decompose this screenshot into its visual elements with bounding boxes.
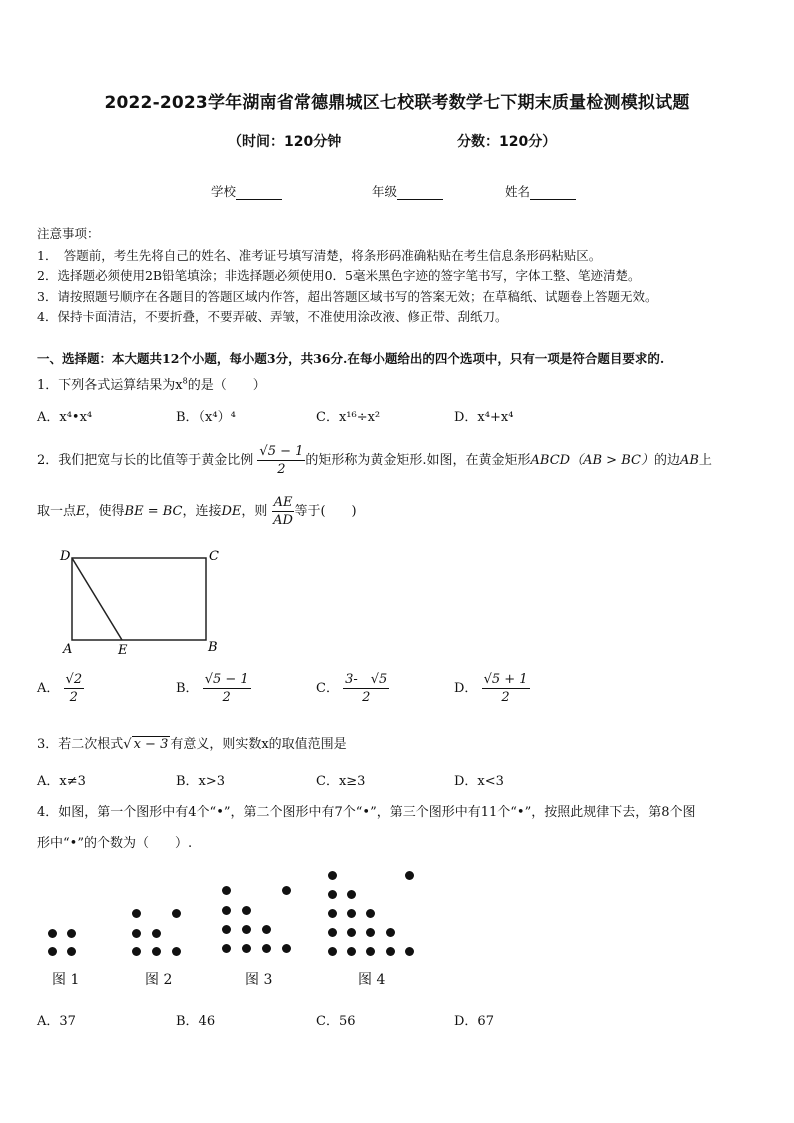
dot [386,947,395,956]
grade-blank [397,187,443,200]
q1-exponent: 8 [182,376,188,386]
q2-option-a[interactable] [37,671,84,706]
name-field [505,182,576,200]
dot [282,944,291,953]
q2-segment: DE [221,504,242,519]
q2-rect-name: ABCD [530,453,571,468]
q2-text: 的矩形称为黄金矩形.如图，在黄金矩形 [305,453,531,468]
q4-option-b[interactable]: B．46 [176,1014,216,1029]
dot [242,906,251,915]
dot [366,909,375,918]
q1-option-d[interactable]: D．x⁴+x⁴ [454,410,514,425]
label-b: B [208,640,218,655]
q3-option-d[interactable]: D．x<3 [454,774,504,789]
dot [132,929,141,938]
option-fraction [64,671,85,706]
dot [366,947,375,956]
q4-option-a[interactable]: A．37 [37,1014,76,1029]
q1-option-c[interactable]: C．x¹⁶÷x² [316,410,381,425]
label-e: E [118,643,128,658]
dot [347,947,356,956]
q3-option-b[interactable]: B．x>3 [176,774,226,789]
dot [328,909,337,918]
school-blank [236,187,282,200]
q2-edge: AB [679,453,699,468]
section-heading: 一、选择题：本大题共12个小题，每小题3分，共36分.在每小题给出的四个选项中，只有一项是符合题目要求的. [37,351,665,366]
note-item: 1． 答题前，考生先将自己的姓名、准考证号填写清楚，将条形码准确粘贴在考生信息条形码粘贴区。 [37,248,602,263]
q2-text: ，连接 [182,504,222,519]
exam-score: 分数：120分） [457,134,557,150]
option-denominator: 2 [362,690,371,705]
grade-label: 年级 [372,184,398,199]
q4-stem-line2: 形中“•”的个数为（ ）. [37,836,193,851]
dot [347,890,356,899]
figure-caption: 图 2 [145,972,173,988]
dot [222,925,231,934]
q2-condition: （AB > BC） [570,453,654,468]
fraction-denominator: AD [273,513,293,528]
option-numerator: √5 + 1 [483,672,528,687]
exam-title: 2022-2023学年湖南省常德鼎城区七校联考数学七下期末质量检测模拟试题 [104,93,690,113]
q4-option-d[interactable]: D．67 [454,1014,494,1029]
q2-text: 2．我们把宽与长的比值等于黄金比例 [37,453,254,468]
dot [152,947,161,956]
dot [67,947,76,956]
option-denominator: 2 [69,690,78,705]
dot [48,947,57,956]
note-item: 4．保持卡面清洁，不要折叠，不要弄破、弄皱，不准使用涂改液、修正带、刮纸刀。 [37,309,508,324]
q2-text: 取一点 [37,504,77,519]
option-numerator: √2 [65,672,83,687]
q1-stem-tail: 的是（ ） [187,378,266,393]
dot [366,928,375,937]
note-item: 2．选择题必须使用2B铅笔填涂；非选择题必须使用0．5毫米黑色字迹的签字笔书写，字体工整、笔迹清楚。 [37,268,641,283]
radical-sign: √ [123,737,132,752]
school-label: 学校 [211,184,237,199]
dot [328,928,337,937]
dot [172,909,181,918]
note-item: 3．请按照题号顺序在各题目的答题区域内作答，超出答题区域书写的答案无效；在草稿纸、试题卷上答题无效。 [37,289,658,304]
option-letter: D． [454,681,478,696]
label-a: A [63,642,73,657]
dot [347,909,356,918]
q2-text: ，则 [241,504,268,519]
option-letter: C． [316,681,339,696]
dot [222,944,231,953]
golden-ratio-denominator: 2 [277,462,286,477]
q2-option-b[interactable] [176,671,251,706]
golden-rectangle-figure [58,546,228,658]
q2-point: E [76,504,86,519]
ae-ad-fraction [272,494,295,529]
golden-ratio-fraction [257,443,305,478]
q2-stem-line1 [37,443,712,478]
q3-option-a[interactable]: A．x≠3 [37,774,86,789]
exam-time: （时间：120分钟 [228,134,342,150]
dot [132,947,141,956]
figure-caption: 图 3 [245,972,273,988]
label-c: C [209,549,219,564]
option-numerator: 3- √5 [345,672,388,687]
school-field [211,182,282,200]
option-fraction [203,671,251,706]
fraction-numerator: AE [273,495,293,510]
q2-text: 的边 [653,453,680,468]
dot [328,871,337,880]
q1-option-a[interactable]: A．x⁴•x⁴ [37,410,93,425]
figure-caption: 图 4 [358,972,386,988]
dot [347,928,356,937]
rectangle-abcd [72,558,206,640]
grade-field [372,182,443,200]
segment-de [72,558,122,640]
dot [262,925,271,934]
dot [67,929,76,938]
q3-stem [37,733,347,752]
option-numerator: √5 − 1 [204,672,249,687]
dot [48,929,57,938]
q3-text: 有意义，则实数x的取值范围是 [170,737,347,752]
dot [242,925,251,934]
golden-ratio-numerator: √5 − 1 [259,444,304,459]
option-fraction [482,671,530,706]
option-fraction [343,671,389,706]
q2-text: 等于( ) [294,504,357,519]
q4-option-c[interactable]: C．56 [316,1014,356,1029]
figure-caption: 图 1 [52,972,80,988]
q2-equation: BE = BC [124,504,183,519]
q3-option-c[interactable]: C．x≥3 [316,774,366,789]
q1-option-b[interactable]: B．（x⁴）⁴ [176,410,236,425]
q2-option-c[interactable] [316,671,389,706]
q2-option-d[interactable] [454,671,530,706]
option-denominator: 2 [501,690,510,705]
option-denominator: 2 [222,690,231,705]
q2-stem-line2 [37,494,357,529]
label-d: D [60,549,71,564]
dot [152,929,161,938]
option-letter: B． [176,681,199,696]
dot [405,947,414,956]
dot [386,928,395,937]
dot [282,886,291,895]
dot [222,886,231,895]
dot [262,944,271,953]
dot [132,909,141,918]
dot [172,947,181,956]
q2-text: ，使得 [85,504,125,519]
q3-radicand: x − 3 [133,737,169,752]
q3-text: 3．若二次根式 [37,737,124,752]
notes-heading: 注意事项： [37,226,100,241]
q2-text: 上 [698,453,712,468]
dot [328,947,337,956]
name-label: 姓名 [505,184,531,199]
dot [328,890,337,899]
q1-stem [37,374,266,393]
dot [222,906,231,915]
q4-stem-line1: 4．如图，第一个图形中有4个“•”，第二个图形中有7个“•”，第三个图形中有11个“•”，按照此规律下去，第8个图 [37,805,696,820]
dot [405,871,414,880]
name-blank [530,187,576,200]
dot [242,944,251,953]
q1-stem-text: 1．下列各式运算结果为x [37,378,183,393]
option-letter: A． [37,681,60,696]
